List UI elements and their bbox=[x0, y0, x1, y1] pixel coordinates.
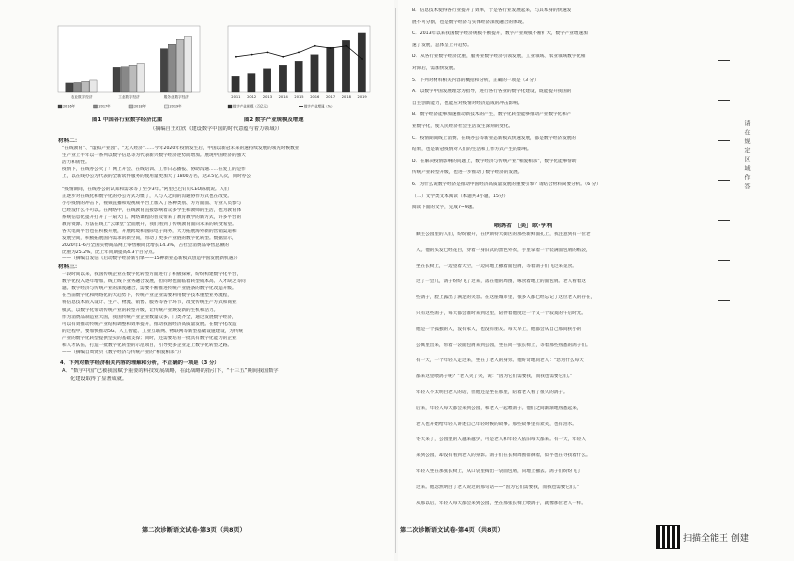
material-3-line: 和人才队伍，打造一批数字化转型的示范项目，引导更多企业走上数字化转型之路。 bbox=[62, 343, 232, 348]
question-line: C．疫情期间线上消费、在线办公等新业态新模式快速发展，都是数字经济发展的 bbox=[412, 135, 576, 141]
chart-legend-label: 2017年 bbox=[98, 104, 111, 109]
chart-digital-industry bbox=[222, 22, 374, 114]
chart-tick-label: 2011 bbox=[231, 95, 241, 99]
chart-bar bbox=[279, 65, 286, 92]
material-3-title: 材料三： bbox=[58, 264, 81, 270]
material-2-line: 疫情下，在线办公火了！网上开会、在线培训、工作日志播报、协助沟通……在复工的是作 bbox=[62, 166, 246, 172]
chart-legend-swatch bbox=[165, 105, 169, 108]
chart-growth-point bbox=[282, 56, 284, 58]
chart-growth-point bbox=[235, 56, 237, 58]
story-line: 坐在长椅上，一边望着天空，一边向地上撒着面包屑，等着鸽子们飞过来觅食。 bbox=[416, 263, 577, 269]
scanner-watermark: 扫描全能王 创建 bbox=[683, 534, 749, 544]
story-line: 年轻人不太明白老人的话，但他还是坐在那里，陪着老人看了很久的鸽子。 bbox=[416, 390, 568, 395]
story-line: 过了一会儿，鸽子纷纷飞了过来，落在他的周围，啄食着地上的面包屑。老人看着这 bbox=[416, 279, 586, 285]
material-2-line: ——（摘编自发信《启动数字经济新引擎——15种新业态新模式创造中国发展新机遇》） bbox=[62, 256, 241, 262]
chart-growth-point bbox=[314, 45, 316, 47]
material-2-line: “疫情期间，在线办公的认知和需求等了至少3年。”阿里巴巴钉钉CEO陈航说。人们 bbox=[62, 187, 229, 193]
material-2-line: “在线教育”、“虚拟产业园”、“无人经济”……今年2020年疫情发生后，中国以新冠未来的速持续发展的领先时候数业 bbox=[62, 146, 300, 151]
chart-bar bbox=[129, 65, 136, 92]
question-line: 传统产业转型升级，也进一步推动了数字经济的发展。 bbox=[412, 170, 523, 176]
chart-growth-point bbox=[345, 45, 347, 47]
chart-legend-label: 数字产业规模（万亿元） bbox=[233, 104, 271, 109]
chart-tick-label: 2019 bbox=[357, 95, 367, 99]
chart-legend-label: 2019年 bbox=[169, 104, 182, 109]
chart-tick-label: 工业数字经济 bbox=[118, 95, 140, 99]
material-2-line: 正逐步对在线化和数字化的办公方式习惯了，人与人之间的沟通协作方式也在改变。 bbox=[62, 194, 232, 200]
story-line: 他是一个孤独的人，没有家人，也没有朋友。每天早上，他都会从自己那间狭小的 bbox=[416, 326, 582, 332]
question-line: D．从各行业数字经济比重，服务业数字经济引领发展，工业领域、农业领域数字化相 bbox=[412, 54, 586, 60]
chart-bar bbox=[121, 67, 128, 92]
question-line: 阅读下面的文字，完成7~9题。 bbox=[412, 205, 477, 211]
question-4-option-a: A．“数字中国”已被我国赋予重要的科技发展战略，在此战略的指引下，“十三五”期间我国数字 bbox=[62, 368, 279, 374]
chart-bar bbox=[184, 37, 191, 92]
chart-bar bbox=[74, 82, 81, 92]
chart-bar bbox=[327, 47, 334, 92]
question-line: A．以数字中国发展理念为指导，进行各行各业的数字化建设，既能提升我国的 bbox=[412, 89, 572, 95]
chart-bar bbox=[113, 67, 120, 92]
story-line: 都来这里喂鸽子呢？”老人笑了笑，说：“因为它们需要我，而我也需要它们。” bbox=[416, 374, 573, 380]
question-line: 对滞后，需加快发展。 bbox=[412, 66, 458, 71]
chart-growth-point bbox=[330, 47, 332, 49]
story-line: 冬天来了，公园里的人越来越少，可是老人和年轻人依旧每天都来。有一天，年轻人 bbox=[416, 437, 586, 443]
material-2-line: 教育资源、方法在线上“云课堂”全面展开，我们看到了传统教育面向未来的转变希望。 bbox=[62, 221, 237, 227]
story-line: 年轻人坐在那张长椅上，从口袋里掏出一袋面包屑，向地上撒去。鸽子们纷纷飞了 bbox=[416, 469, 582, 474]
material-3-line: ——（摘编自周贤贝《数字经济与传统产业的“相爱相杀”》） bbox=[62, 350, 184, 356]
chart-bar bbox=[66, 83, 73, 92]
material-2-line: 上，以在线办公为代表的全新软件服务的使用量更加大了1800万名，达3.5亿人次，同时办公 bbox=[62, 173, 251, 179]
material-3-line: 作为消费品制造业大国，我国传统产业企业数量众多、门类齐全，通过发展数字经济， bbox=[62, 314, 237, 320]
chart-bar bbox=[295, 61, 302, 92]
page-divider bbox=[395, 8, 396, 553]
question-line: 自主创新能力，也能应对疫情对经济造成的冲击影响。 bbox=[412, 100, 523, 106]
page-footer-left: 第二次诊断语文试卷·第3页（共8页） bbox=[142, 527, 246, 534]
chart-growth-point bbox=[361, 58, 363, 60]
story-line: 过来。他忽然明白了老人说过的那句话——“因为它们需要我，而我也需要它们。” bbox=[416, 484, 580, 490]
chart-tick-label: 2018 bbox=[341, 95, 351, 99]
chart-legend-label: 数字产业增速（%） bbox=[304, 104, 335, 109]
material-3-line: 一段时间以来，我国传统企业在数字化转型方面进行了积极探索，纷纷构建数字化平台， bbox=[62, 272, 242, 277]
chart-tick-label: 2012 bbox=[247, 95, 257, 99]
material-2-line: 2020年1-6月全国实物商品网上零售额同比增长14.3%，占社会消费品零售总额的 bbox=[62, 242, 230, 248]
story-line: 人。他的头发已经花白，穿着一身旧式的黑色外衣，手里拿着一个装满面包屑的纸袋， bbox=[416, 247, 591, 253]
material-3-line: 题。数字经济与传统产业的深度融合，需要不断推进传统产业链条的数字化改造升级。 bbox=[62, 286, 237, 292]
question-4-option-a-cont: 化建设取得了显著成就。 bbox=[70, 376, 128, 382]
chart-bar bbox=[168, 44, 175, 92]
question-line: 5．下列对材料相关内容的概括和分析，正确的一项是（3 分） bbox=[412, 77, 539, 83]
left-page bbox=[0, 0, 394, 561]
chart-bar bbox=[232, 76, 239, 92]
chart-tick-label: 农业数字经济 bbox=[70, 95, 93, 99]
material-2-line: 发展空间，积极拓展国内需求的新空间，带动了更多产业链的数字化转型。数据显示， bbox=[62, 235, 237, 241]
story-title: 喂鸽者 ［美］欧·亨利 bbox=[494, 223, 553, 229]
question-line: 6．为什么说数字经济是推动中国经济高质量发展的重要引擎？请结合材料简要分析。（6 分） bbox=[412, 182, 601, 187]
question-4: 4．下列对数字经济相关内容的理解和分析，不正确的一项是（3 分） bbox=[60, 360, 220, 366]
chart-industry-share bbox=[52, 22, 204, 114]
chart-growth-point bbox=[251, 54, 253, 56]
material-3-line: 数字化投入逐年增加，线上线下业务融合发展，但同时也面临着转型成本高、人才缺乏等问 bbox=[62, 279, 246, 285]
chart-tick-label: 2015 bbox=[294, 95, 304, 99]
material-2-line: 小小疫情的冲击下，视频直播和短视频平台上加入了各种类别、方方面面、专业人员参与 bbox=[62, 201, 242, 207]
chart-tick-label: 2014 bbox=[278, 95, 288, 99]
question-line: 展不可分割，也是数字经济与实体经济深度融合的体现。 bbox=[412, 19, 527, 25]
material-2-line: 活力和韧性。 bbox=[62, 159, 90, 165]
question-line: B．数字经济能够加速推动新技术的产生，数字化转型能够推动产业数字化和产 bbox=[412, 112, 572, 118]
chart-bar bbox=[311, 55, 318, 92]
material-3-line: 可以有效推动传统产业结构调整和效率提升，推动我国经济高质量发展。在数字化改造 bbox=[62, 321, 237, 327]
chart-bar bbox=[137, 63, 144, 92]
story-line: 从那以后，年轻人每天都会来到公园，坐在那张长椅上喂鸽子，就像那位老人一样。 bbox=[416, 500, 586, 506]
chart-bar bbox=[82, 81, 89, 92]
material-2-line: 各大电商平台也在积极开展，开展跨境和国际电子商务，大力拓展海外新的营销渠道和 bbox=[62, 228, 237, 234]
story-line: 有一天，一个年轻人走过来，坐在了老人的身旁。他好奇地问老人：“您为什么每天 bbox=[416, 358, 584, 364]
chart-tick-label: 2017 bbox=[325, 95, 336, 99]
answer-margin bbox=[718, 40, 778, 340]
question-line: 结果，也是新冠疫情对人们的生活和工作方式产生的影响。 bbox=[412, 147, 532, 153]
material-2-line: 已经没什么不可以。在网络中，在线教育直接影响着众多学生和教师的生活，也为教育体 bbox=[62, 208, 242, 214]
question-line: 速了发展，总体呈上升趋势。 bbox=[412, 42, 472, 48]
material-2-line: 生产业上半年以一系列以数字信息等为代表新兴数字经济逆势而增加。展现中国经济的强大 bbox=[62, 152, 246, 158]
material-2-title: 材料二： bbox=[58, 138, 81, 144]
story-line: 只有这些鸽子，每天都会准时来到这里，陪伴着他度过一个又一个寂寞的午后时光。 bbox=[416, 311, 586, 316]
story-line: 顺主公园里的人们，纷纷散开，在伊斯特大街区的那些新鲜面孔上，我注意到有一位老 bbox=[416, 232, 591, 237]
chart-legend-label: 2016年 bbox=[63, 104, 76, 109]
story-line: 后来，年轻人每天都会来到公园，和老人一起喂鸽子。他们之间渐渐地熟悉起来， bbox=[416, 405, 582, 411]
chart-growth-point bbox=[267, 52, 269, 54]
chart-bar bbox=[176, 39, 183, 92]
material-3-line: 在当前数字化和网络化的大趋势下，传统产业企业需要利用数字技术重塑业务流程， bbox=[62, 293, 232, 299]
answer-margin-label: 请在规定区域作答 bbox=[743, 120, 750, 192]
question-line: B．信息技术使得各行业提升了效率，于是各行业发展起来，与其本身的快速发 bbox=[412, 8, 572, 13]
story-line: 些鸽子，脸上露出了满足的笑容。在这座城市里，很多人都已经忘记了这位老人的存在， bbox=[416, 295, 596, 301]
fig2-caption: 图2 数字产业规模及增速 bbox=[244, 117, 304, 123]
chart-legend-swatch bbox=[58, 105, 62, 108]
question-line: D．在解决疫情影响的问题上，数字经济与传统产业“相爱相杀”，数字化能够帮助 bbox=[412, 158, 577, 164]
material-2-line: 系统信息化提升打开了一扇大门。网络课程的普及带来了教育教学的新方式，许多平台的 bbox=[62, 215, 242, 220]
question-line: （二）文学类文本阅读（本题共3小题，15分） bbox=[412, 193, 509, 199]
material-3-line: 模式，以数字化带动传统产业的转型升级，让传统产业焕发新的生机和活力。 bbox=[62, 307, 219, 313]
chart-bar bbox=[248, 74, 255, 92]
chart-bar bbox=[160, 49, 167, 92]
story-line: 来到公园，却没有看到老人的身影。鸽子们在长椅周围徘徊着，似乎也在寻找着什么。 bbox=[416, 453, 591, 459]
qr-code-icon bbox=[656, 525, 680, 549]
chart-tick-label: 2013 bbox=[262, 95, 273, 99]
figure-source: （摘编自王红欣《建设数字中国的时代意蕴与着力领域》） bbox=[150, 126, 283, 132]
chart-bar bbox=[90, 80, 97, 92]
page-footer-right: 第二次诊断语文试卷·第4页（共8页） bbox=[400, 527, 504, 534]
chart-legend-swatch bbox=[94, 105, 98, 108]
question-line: C．2013年以来我国数字经济规模不断提升，数字产业规模不断扩大，数字产业增速加 bbox=[412, 31, 588, 37]
chart-legend-swatch bbox=[129, 105, 133, 108]
material-3-line: 将信息技术嵌入设计、生产、物流、销售、服务等各个环节，改变传统生产方式和商业 bbox=[62, 300, 237, 306]
chart-legend-swatch bbox=[228, 105, 232, 108]
material-2-line: 比重为25.2%，比上年同期提高4.3个百分点。 bbox=[62, 249, 158, 255]
chart-legend-label: 2018年 bbox=[134, 104, 147, 109]
story-line: 老人也开始给年轻人讲述自己年轻时候的故事。那些故事里有欢笑，也有泪水。 bbox=[416, 421, 577, 427]
material-3-line: 产业的数字化转型提供坚实的基础支撑；同时，还需要培育一批具有数字化能力的企业 bbox=[62, 335, 237, 341]
question-line: 业数字化，使人民经济社会生活发生深刻的变化。 bbox=[412, 124, 514, 129]
story-line: 公寓里出来，带着一袋面包屑来到公园，坐在同一张长椅上，等着那些熟悉的鸽子们。 bbox=[416, 342, 591, 348]
chart-bar bbox=[263, 69, 270, 92]
fig1-caption: 图1 中国各行业数字经济比重 bbox=[92, 117, 163, 123]
chart-tick-label: 服务业数字经济 bbox=[163, 95, 189, 99]
chart-tick-label: 2016 bbox=[310, 95, 320, 99]
chart-growth-point bbox=[298, 52, 300, 54]
material-3-line: 的过程中，要加快推动5G、人工智能、工业互联网、物联网等新型基础设施建设，为传统 bbox=[62, 328, 244, 334]
chart-bar bbox=[358, 33, 365, 92]
